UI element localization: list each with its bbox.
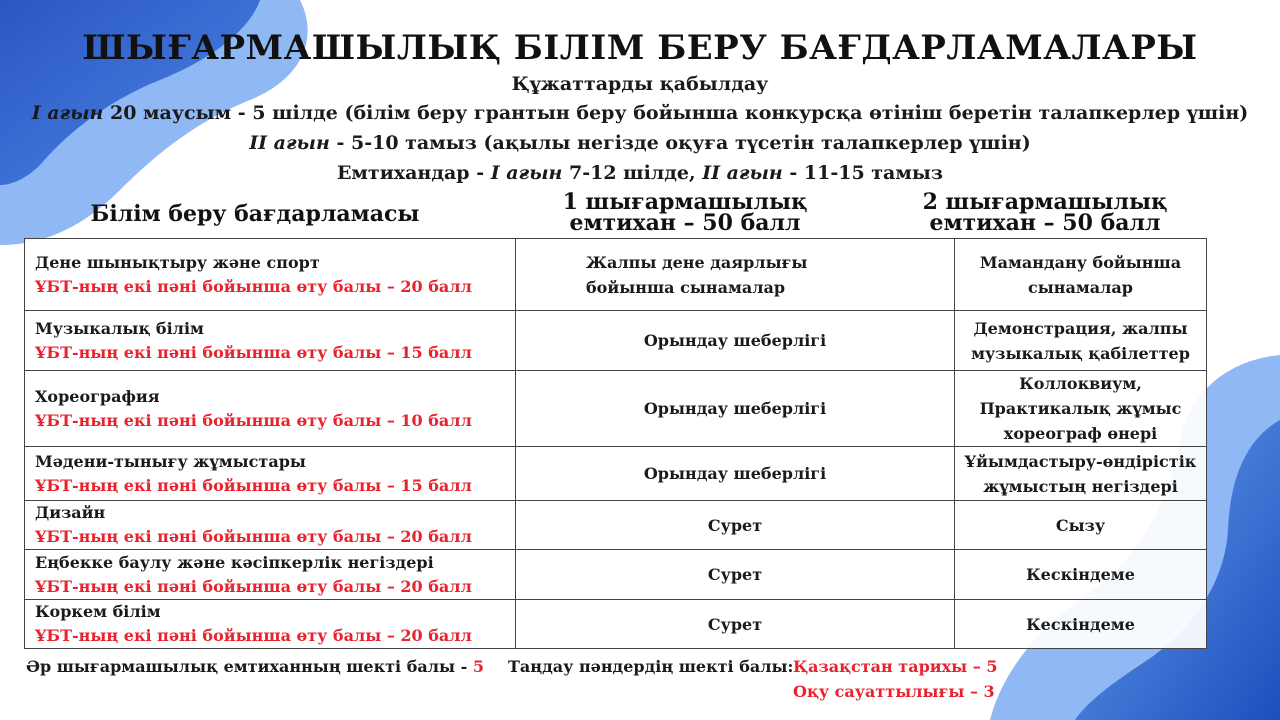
exams-flow-2-label: ІІ ағын: [702, 162, 783, 184]
table-row: [25, 501, 1207, 550]
program-name: Хореография: [35, 386, 160, 406]
exam-2-cell: Сызу: [955, 501, 1207, 550]
exam-1-cell: Сурет: [516, 501, 955, 550]
table-row: [25, 311, 1207, 371]
exams-flow-1-text: 7-12 шілде,: [562, 162, 703, 184]
passing-score: ҰБТ-ның екі пәні бойынша өту балы – 20 балл: [35, 576, 472, 596]
exam-2-header-line-2: емтихан – 50 балл: [929, 210, 1161, 236]
table-row: [25, 447, 1207, 501]
exam-1-header-line-2: емтихан – 50 балл: [569, 210, 801, 236]
table-row: [25, 371, 1207, 447]
creative-exam-threshold: [26, 657, 484, 676]
flow-1-dates: [0, 102, 1280, 124]
table-row: [25, 239, 1207, 311]
column-header-exam-1: [520, 189, 850, 236]
exam-1-header-line-1: 1 шығармашылық: [562, 189, 808, 215]
programs-table: [24, 238, 1207, 649]
exam-1-cell: Орындау шеберлігі: [516, 311, 955, 371]
elective-threshold-label: Таңдау пәндердің шекті балы:: [508, 657, 794, 676]
exams-prefix: Емтихандар -: [336, 162, 491, 184]
column-header-exam-2: [880, 189, 1210, 236]
program-cell: [25, 311, 516, 371]
passing-score: ҰБТ-ның екі пәні бойынша өту балы – 15 балл: [35, 475, 472, 495]
exam-1-cell: Жалпы дене даярлығы бойынша сынамалар: [516, 239, 955, 311]
exams-flow-2-text: - 11-15 тамыз: [782, 162, 944, 184]
exams-flow-1-label: І ағын: [490, 162, 563, 184]
exam-2-header-line-1: 2 шығармашылық: [922, 189, 1168, 215]
flow-2-dates: [0, 132, 1280, 154]
program-name: Еңбекке баулу және кәсіпкерлік негіздері: [35, 552, 434, 572]
threshold-history: Қазақстан тарихы – 5: [793, 657, 998, 676]
flow-2-label: ІІ ағын: [249, 132, 330, 154]
program-cell: [25, 600, 516, 649]
exam-2-cell: Кескіндеме: [955, 550, 1207, 600]
flow-1-label: І ағын: [31, 102, 104, 124]
exam-dates: [0, 162, 1280, 184]
table-row: [25, 550, 1207, 600]
program-cell: [25, 371, 516, 447]
program-name: Коркем білім: [35, 602, 161, 621]
exam-2-cell: Коллоквиум, Практикалық жұмыс хореограф өнері: [955, 371, 1207, 447]
exam-1-cell: Орындау шеберлігі: [516, 447, 955, 501]
exam-2-cell: Демонстрация, жалпы музыкалық қабілеттер: [955, 311, 1207, 371]
exam-1-cell: Сурет: [516, 550, 955, 600]
program-name: Дизайн: [35, 503, 106, 522]
threshold-label: Әр шығармашылық емтиханның шекті балы -: [26, 657, 473, 676]
exam-1-cell: Сурет: [516, 600, 955, 649]
exam-2-cell: Мамандану бойынша сынамалар: [955, 239, 1207, 311]
program-cell: [25, 550, 516, 600]
documents-acceptance-heading: Құжаттарды қабылдау: [511, 73, 769, 95]
exam-2-cell: Ұйымдастыру-өндірістік жұмыстың негіздері: [955, 447, 1207, 501]
program-cell: [25, 501, 516, 550]
program-cell: [25, 447, 516, 501]
flow-2-text: - 5-10 тамыз (ақылы негізде оқуға түсетін талапкерлер үшін): [329, 132, 1031, 154]
page-title: ШЫҒАРМАШЫЛЫҚ БІЛІМ БЕРУ БАҒДАРЛАМАЛАРЫ: [82, 28, 1198, 68]
program-name: Музыкалық білім: [35, 318, 204, 338]
passing-score: ҰБТ-ның екі пәні бойынша өту балы – 20 балл: [35, 626, 472, 645]
passing-score: ҰБТ-ның екі пәні бойынша өту балы – 10 балл: [35, 410, 472, 430]
flow-1-text: 20 маусым - 5 шілде (білім беру грантын беру бойынша конкурсқа өтініш беретін талапкерлер үшін): [103, 102, 1249, 124]
program-name: Дене шынықтыру және спорт: [35, 252, 320, 272]
passing-score: ҰБТ-ның екі пәні бойынша өту балы – 20 балл: [35, 276, 472, 296]
passing-score: ҰБТ-ның екі пәні бойынша өту балы – 20 балл: [35, 527, 472, 546]
program-cell: [25, 239, 516, 311]
table-row: [25, 600, 1207, 649]
passing-score: ҰБТ-ның екі пәні бойынша өту балы – 15 балл: [35, 342, 472, 362]
exam-2-cell: Кескіндеме: [955, 600, 1207, 649]
threshold-literacy: Оқу сауаттылығы – 3: [793, 682, 995, 701]
column-header-program: Білім беру бағдарламасы: [90, 201, 420, 227]
exam-1-cell: Орындау шеберлігі: [516, 371, 955, 447]
threshold-value: 5: [472, 657, 484, 676]
program-name: Мәдени-тынығу жұмыстары: [35, 451, 306, 471]
